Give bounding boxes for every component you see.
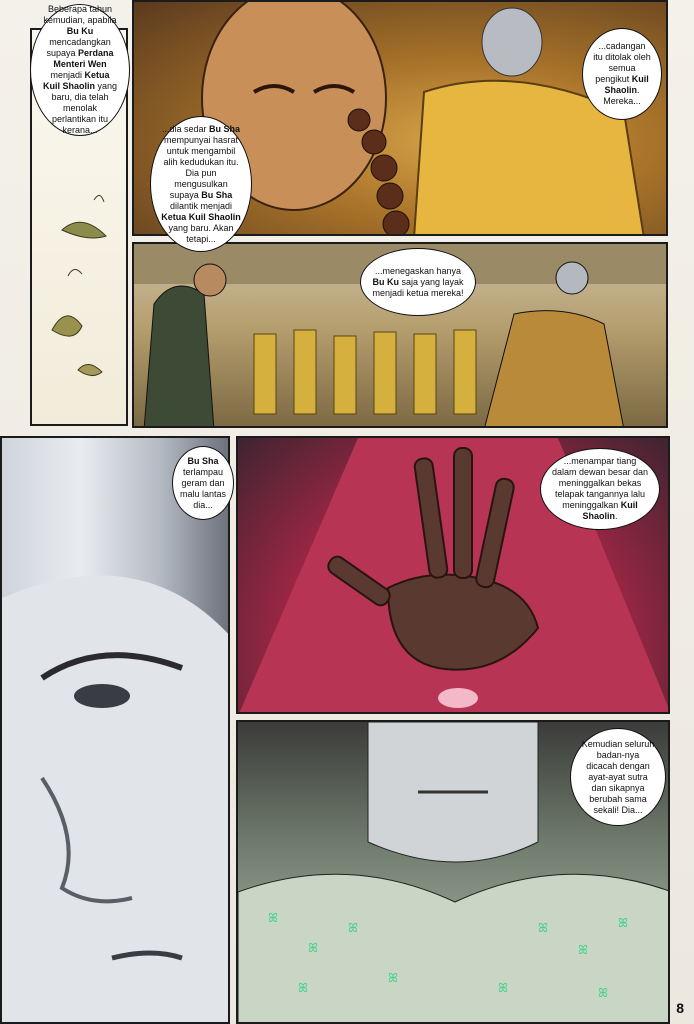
caption-bubble-7: Kemudian seluruh badan-nya dicacah dengan ayat-ayat sutra dan sikapnya berubah sama sekali! Dia...	[570, 728, 666, 826]
svg-text:ꕤ: ꕤ	[598, 986, 608, 1000]
panel-3-bu-sha-face	[0, 436, 230, 1024]
svg-text:ꕤ: ꕤ	[268, 911, 278, 925]
svg-text:ꕤ: ꕤ	[578, 943, 588, 957]
svg-text:ꕤ: ꕤ	[308, 941, 318, 955]
svg-text:ꕤ: ꕤ	[618, 916, 628, 930]
caption-bubble-4: ...menegaskan hanya Bu Ku saja yang layak menjadi ketua mereka!	[360, 248, 476, 316]
svg-text:ꕤ: ꕤ	[498, 981, 508, 995]
caption-bubble-6: ...menampar tiang dalam dewan besar dan meninggalkan bekas telapak tangannya lalu meninggalkan Kuil Shaolin.	[540, 448, 660, 530]
svg-text:ꕤ: ꕤ	[538, 921, 548, 935]
caption-bubble-1: Beberapa tahun kemudian, apabila Bu Ku mencadangkan supaya Perdana Menteri Wen menjadi Ketua Kuil Shaolin yang baru, dia telah menolak perlantikan itu kerana...	[30, 4, 130, 136]
svg-text:ꕤ: ꕤ	[348, 921, 358, 935]
caption-bubble-3: ...dia sedar Bu Sha mempunyai hasrat untuk mengambil alih kedudukan itu. Dia pun mengusulkan supaya Bu Sha dilantik menjadi Ketua Kuil Shaolin yang baru. Akan tetapi...	[150, 116, 252, 252]
caption-bubble-2: ...cadangan itu ditolak oleh semua pengikut Kuil Shaolin. Mereka...	[582, 28, 662, 120]
panel-3-art	[2, 438, 230, 1024]
page-number: 8	[676, 1000, 684, 1016]
svg-text:ꕤ: ꕤ	[298, 981, 308, 995]
caption-bubble-5: Bu Sha terlampau geram dan malu lantas dia...	[172, 446, 234, 520]
svg-text:ꕤ: ꕤ	[388, 971, 398, 985]
